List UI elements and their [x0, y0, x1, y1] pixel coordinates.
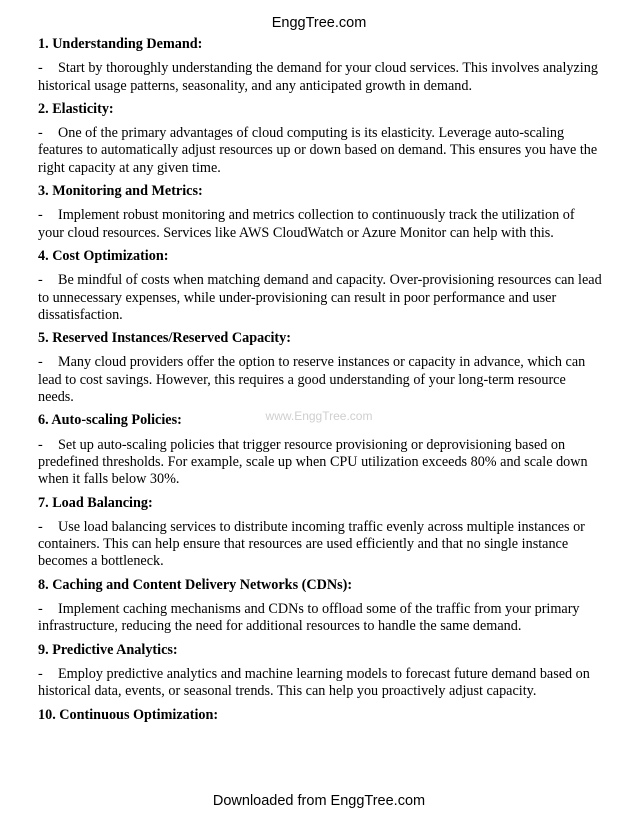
section: [38, 330, 604, 406]
section: [38, 707, 604, 724]
section-title: 3. Monitoring and Metrics:: [38, 183, 203, 200]
section-title: 9. Predictive Analytics:: [38, 641, 178, 658]
section: [38, 642, 604, 701]
section-title: 7. Load Balancing:: [38, 494, 153, 511]
section-title: 10. Continuous Optimization:: [38, 706, 219, 723]
section-body-text: Start by thoroughly understanding the demand for your cloud services. This involves analyzing historical usage patterns, seasonality, and any anticipated growth in demand.: [38, 60, 598, 94]
bullet-dash: -: [38, 518, 43, 535]
section-text: [38, 272, 604, 324]
section-body-text: Be mindful of costs when matching demand and capacity. Over-provisioning resources can lead to unnecessary expenses, while under-provisioning can result in poor performance and user dissatisfaction.: [38, 272, 602, 323]
section-title: 2. Elasticity:: [38, 100, 114, 117]
section: [38, 101, 604, 177]
section-text: [38, 207, 604, 242]
section-title: 5. Reserved Instances/Reserved Capacity:: [38, 330, 291, 347]
section-text: [38, 354, 604, 406]
section: [38, 36, 604, 95]
section-text: [38, 519, 604, 571]
section-title: 6. Auto-scaling Policies:: [38, 412, 182, 429]
watermark: www.EnggTree.com: [265, 409, 373, 423]
page-header: EnggTree.com: [271, 15, 367, 31]
section-body-text: Implement caching mechanisms and CDNs to offload some of the traffic from your primary infrastructure, reducing the need for additional resources to handle the same demand.: [38, 601, 580, 635]
section: [38, 577, 604, 636]
document-body: [38, 36, 604, 731]
section: [38, 495, 604, 571]
section-title: 1. Understanding Demand:: [38, 36, 203, 52]
bullet-dash: -: [38, 272, 43, 289]
section: [38, 183, 604, 242]
bullet-dash: -: [38, 60, 43, 77]
bullet-dash: -: [38, 354, 43, 371]
bullet-dash: -: [38, 125, 43, 142]
section-body-text: Use load balancing services to distribute incoming traffic evenly across multiple instances or containers. This can help ensure that resources are used efficiently and that no single instance becomes a bottleneck.: [38, 518, 585, 570]
bullet-dash: -: [38, 665, 43, 682]
section-text: [38, 437, 604, 489]
bullet-dash: -: [38, 207, 43, 224]
section-body-text: One of the primary advantages of cloud computing is its elasticity. Leverage auto-scaling features to automatically adjust resources up or down based on demand. This ensures you have the right capacity at any given time.: [38, 125, 598, 176]
section-title: 8. Caching and Content Delivery Networks (CDNs):: [38, 576, 353, 593]
section-text: [38, 60, 604, 95]
page-footer: Downloaded from EnggTree.com: [212, 793, 426, 809]
section-body-text: Many cloud providers offer the option to reserve instances or capacity in advance, which can lead to cost savings. However, this requires a good understanding of your long-term resource needs.: [38, 354, 586, 406]
section-text: [38, 125, 604, 177]
section-body-text: Implement robust monitoring and metrics collection to continuously track the utilization of your cloud resources. Services like AWS CloudWatch or Azure Monitor can help with this.: [38, 207, 575, 241]
section-title: 4. Cost Optimization:: [38, 247, 169, 264]
section-text: [38, 666, 604, 701]
section: [38, 248, 604, 324]
bullet-dash: -: [38, 601, 43, 618]
section: [38, 412, 604, 488]
bullet-dash: -: [38, 436, 43, 453]
section-text: [38, 601, 604, 636]
section-body-text: Employ predictive analytics and machine learning models to forecast future demand based on historical data, events, or seasonal trends. This can help you proactively adjust capacity.: [38, 665, 590, 700]
section-body-text: Set up auto-scaling policies that trigger resource provisioning or deprovisioning based on predefined thresholds. For example, scale up when CPU utilization exceeds 80% and scale down when it falls below 30%.: [38, 436, 588, 488]
